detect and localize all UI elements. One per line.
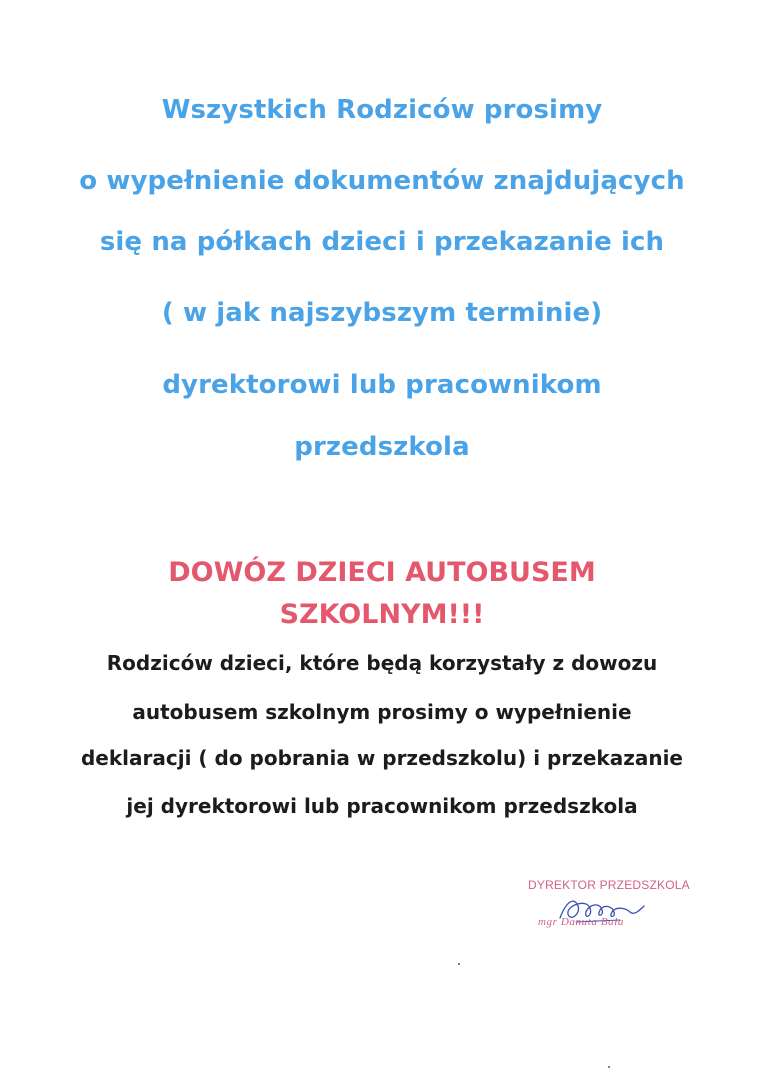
- bus-body-line-3: deklaracji ( do pobrania w przedszkolu) i przekazanie: [80, 746, 683, 770]
- bus-body-line-4: jej dyrektorowi lub pracownikom przedszkola: [126, 794, 638, 818]
- notice-line-3: się na półkach dzieci i przekazanie ich: [99, 227, 665, 257]
- scan-speck: [458, 963, 460, 965]
- scan-speck: [608, 1066, 610, 1068]
- notice-line-6: przedszkola: [294, 432, 470, 462]
- stamp-name: mgr Danuta Bała: [538, 916, 624, 928]
- notice-line-2: o wypełnienie dokumentów znajdujących: [79, 166, 685, 196]
- bus-heading-line-1: DOWÓZ DZIECI AUTOBUSEM: [168, 557, 596, 588]
- notice-line-5: dyrektorowi lub pracownikom: [162, 370, 602, 400]
- director-stamp: [520, 872, 690, 942]
- bus-heading-line-2: SZKOLNYM!!!: [279, 599, 485, 630]
- notice-line-4: ( w jak najszybszym terminie): [161, 298, 603, 328]
- bus-body-line-2: autobusem szkolnym prosimy o wypełnienie: [132, 700, 632, 724]
- notice-line-1: Wszystkich Rodziców prosimy: [161, 95, 603, 125]
- bus-body-line-1: Rodziców dzieci, które będą korzystały z dowozu: [106, 651, 658, 675]
- stamp-title: DYREKTOR PRZEDSZKOLA: [528, 878, 690, 892]
